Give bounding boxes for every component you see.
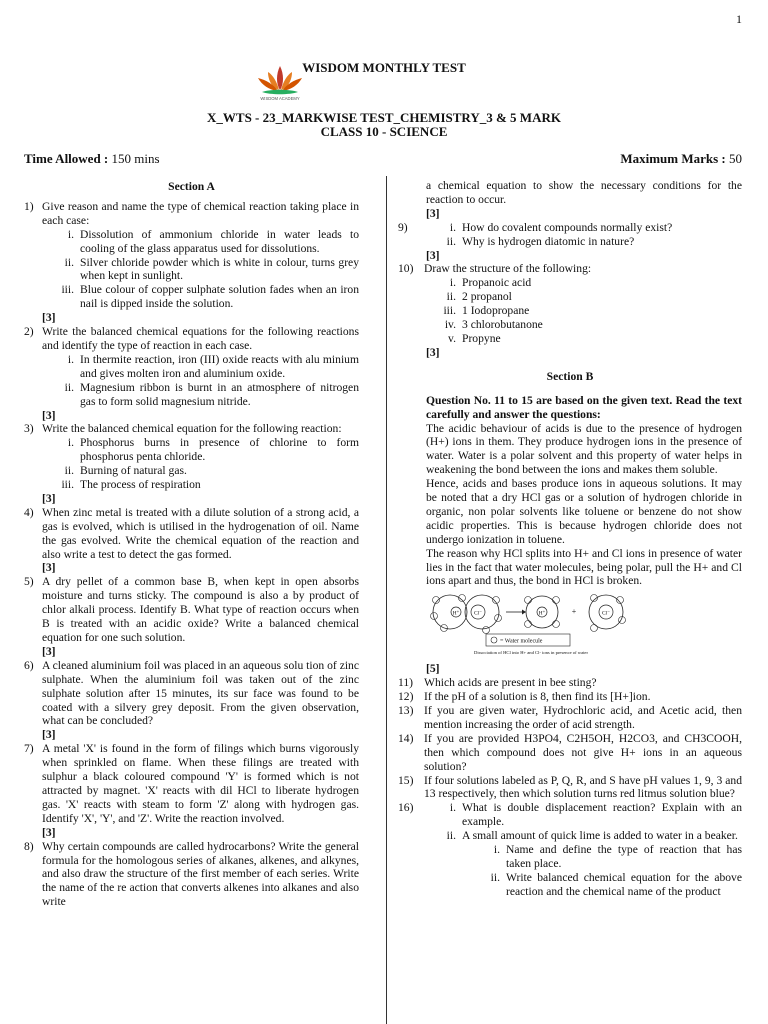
sub-sub-question: i. Name and define the type of reaction that has taken place. (493, 843, 742, 870)
column-divider (386, 176, 387, 1024)
test-title: WISDOM MONTHLY TEST (302, 60, 466, 75)
marks-badge: [3] (42, 311, 56, 325)
question-16: 16) i. What is double displacement reaction? Explain with an example. ii. A small amount of quick lime is added to water in a beaker. i. Name and define the type of reaction that has taken place. ii. Write balanced chemical equation for the above reaction and the chemical name of the product (398, 801, 742, 898)
marks-badge: [3] (42, 408, 56, 422)
passage-paragraph-3: The reason why HCl splits into H+ and Cl ions in presence of water lies in the fact that water molecules, being polar, pull the H+ and Cl ions apart and thus, the bond in HCl is broken. (426, 546, 742, 588)
sub-question: ii. Burning of natural gas. (64, 464, 187, 478)
marks-badge: [3] (426, 345, 440, 359)
time-allowed (24, 151, 160, 167)
sub-question: i. Dissolution of ammonium chloride in water leads to cooling of the glass apparatus used for dissolutions. (67, 227, 359, 255)
marks-badge: [3] (42, 825, 56, 839)
sub-sub-question: ii. Write balanced chemical equation for the above reaction and the chemical name of the product (490, 870, 742, 898)
svg-text:Cl⁻: Cl⁻ (601, 610, 611, 617)
passage-paragraph-1: The acidic behaviour of acids is due to the presence of hydrogen (H+) ions in them. They produce hydrogen ions in the presence of water. Water is a polar solvent and this property of water helps in weakening the bond between the ions and makes them soluble. (426, 421, 742, 477)
section-b-title: Section B (546, 369, 594, 383)
question-3: 3) Write the balanced chemical equation for the following reaction: i. Phosphorus burns in presence of chlorine to form phosphorus penta chloride. ii. Burning of natural gas. iii. The process of respiration (24, 422, 359, 492)
section-a-title: Section A (168, 180, 215, 193)
marks-badge: [3] (42, 644, 56, 658)
page-number: 1 (736, 12, 742, 26)
question-9: 9) i. How do covalent compounds normally exist? ii. Why is hydrogen diatomic in nature? (398, 221, 742, 249)
hcl-dissociation-figure (426, 590, 636, 658)
time-label: Time Allowed : (24, 151, 109, 166)
sub-question: ii. Why is hydrogen diatomic in nature? (446, 234, 635, 248)
sub-question: iii. Blue colour of copper sulphate solution fades when an iron nail is dipped inside the solution. (61, 283, 359, 311)
question-10: 10) Draw the structure of the following: i. Propanoic acid ii. 2 propanol iii. 1 Iodopropane iv. 3 chlorobutanone v. Propyne (398, 262, 742, 345)
marks-badge: [3] (42, 728, 56, 742)
test-subtitle: X_WTS - 23_MARKWISE TEST_CHEMISTRY_3 & 5 MARK (207, 110, 561, 125)
sub-question: iii. 1 Iodopropane (443, 304, 530, 318)
sub-question: ii. Silver chloride powder which is white in colour, turns grey when kept in sunlight. (64, 255, 359, 283)
sub-question: i. Phosphorus burns in presence of chlorine to form phosphorus penta chloride. (67, 436, 359, 464)
left-column (24, 179, 359, 909)
question-8: 8) Why certain compounds are called hydrocarbons? Write the general formula for the homologous series of alkanes, alkenes, and alkynes, and also draw the structure of the first member of each series. Write the name of the re action that converts alkenes into alkanes and also write (24, 839, 359, 909)
time-value: 150 mins (111, 151, 160, 166)
question-14: 14) If you are provided H3PO4, C2H5OH, H2CO3, and CH3COOH, then which compound does not give H+ ions in an aqueous solution? (398, 731, 742, 773)
figure-caption: Dissociation of HCl into H+ and Cl- ions in presence of water (474, 650, 588, 656)
marks-badge: [3] (42, 561, 56, 575)
sub-question: ii. 2 propanol (446, 290, 512, 304)
svg-text:+: + (571, 607, 577, 617)
sub-question: i. Propanoic acid (449, 276, 532, 290)
question-11: 11) Which acids are present in bee sting? (398, 676, 597, 690)
sub-question: i. What is double displacement reaction? Explain with an example. (449, 801, 742, 829)
marks-badge: [3] (426, 206, 440, 220)
question-4: 4) When zinc metal is treated with a dilute solution of a strong acid, a gas is evolved, which is utilised in the hydrogenation of oil. Name the gas evolved. Write the chemical equation of the reaction and also write a test to detect the gas formed. (24, 505, 359, 561)
sub-question: ii. Magnesium ribbon is burnt in an atmosphere of nitrogen gas to form solid magnesium nitride. (64, 380, 359, 408)
maximum-marks (620, 151, 742, 167)
question-15: 15) If four solutions labeled as P, Q, R, and S have pH values 1, 9, 3 and 13 respectively, then which solution turns red litmus solution blue? (398, 773, 742, 801)
question-12: 12) If the pH of a solution is 8, then find its [H+]ion. (398, 690, 651, 704)
question-1: 1) Give reason and name the type of chemical reaction taking place in each case: i. Dissolution of ammonium chloride in water leads to cooling of the glass apparatus used for dissolutions. ii. Silver chloride powder which is white in colour, turns grey when kept in sunlight. iii. Blue colour of copper sulphate solution fades when an iron nail is dipped inside the solution. (24, 199, 359, 311)
class-line: CLASS 10 - SCIENCE (320, 124, 448, 139)
passage-paragraph-2: Hence, acids and bases produce ions in aqueous solutions. It may be noted that a dry HCl gas or a solution of hydrogen chloride in organic, non polar solvents like toluene or benzene do not show acidic properties. This is because hydrogen chloride does not undergo ionization in toluene. (426, 477, 742, 546)
passage-intro: Question No. 11 to 15 are based on the given text. Read the text carefully and answer the questions: (426, 393, 742, 421)
sub-question: v. Propyne (448, 331, 501, 345)
question-7: 7) A metal 'X' is found in the form of filings which burns vigorously when sprinkled on flame. When these filings are treated with sulphur a black coloured compound 'Y' is formed which is not attracted by magnet. 'X' reacts with dil HCl to liberate hydrogen gas. 'X' reacts with steam to form 'Z' along with hydrogen gas. Identify 'X', 'Y', and 'Z'. Write the reaction involved. (24, 742, 359, 825)
marks-badge: [5] (426, 662, 440, 676)
marks-badge: [3] (42, 491, 56, 505)
sub-question: iii. The process of respiration (61, 478, 201, 492)
marks-value: 50 (729, 151, 742, 166)
svg-text:H⁺: H⁺ (538, 610, 546, 617)
right-column (398, 179, 742, 899)
sub-question: ii. A small amount of quick lime is added to water in a beaker. (446, 829, 738, 843)
question-2: 2) Write the balanced chemical equations for the following reactions and identify the type of reaction in each case. i. In thermite reaction, iron (III) oxide reacts with alu minium and gives molten iron and aluminium oxide. ii. Magnesium ribbon is burnt in an atmosphere of nitrogen gas to form solid magnesium nitride. (24, 325, 359, 408)
sub-question: iv. 3 chlorobutanone (444, 318, 543, 332)
marks-badge: [3] (426, 248, 440, 262)
figure-legend: = Water molecule (500, 638, 543, 645)
marks-label: Maximum Marks : (620, 151, 726, 166)
sub-question: i. In thermite reaction, iron (III) oxide reacts with alu minium and gives molten iron and aluminium oxide. (67, 352, 359, 380)
question-13: 13) If you are given water, Hydrochloric acid, and Acetic acid, then mention increasing the order of acid strength. (398, 704, 742, 731)
svg-text:Cl⁻: Cl⁻ (473, 610, 483, 617)
svg-text:H⁺: H⁺ (452, 610, 460, 617)
question-5: 5) A dry pellet of a common base B, when kept in open absorbs moisture and turns sticky. The compound is also a by product of chlor alkali process. Identify B. What type of reaction occurs when B is treated with an acidic oxide? Write a balanced chemical equation for one such solution. (24, 575, 359, 644)
question-8-continued: a chemical equation to show the necessary conditions for the reaction to occur. (426, 179, 742, 206)
sub-question: i. How do covalent compounds normally exist? (449, 220, 673, 234)
logo-text: WISDOM ACADEMY (260, 96, 300, 101)
question-6: 6) A cleaned aluminium foil was placed in an aqueous solu tion of zinc sulphate. When the aluminium foil was taken out of the zinc sulphate solution after 15 minutes, its sur face was found to be coated with a silvery grey deposit. From the given observation, what can be concluded? (24, 658, 359, 728)
